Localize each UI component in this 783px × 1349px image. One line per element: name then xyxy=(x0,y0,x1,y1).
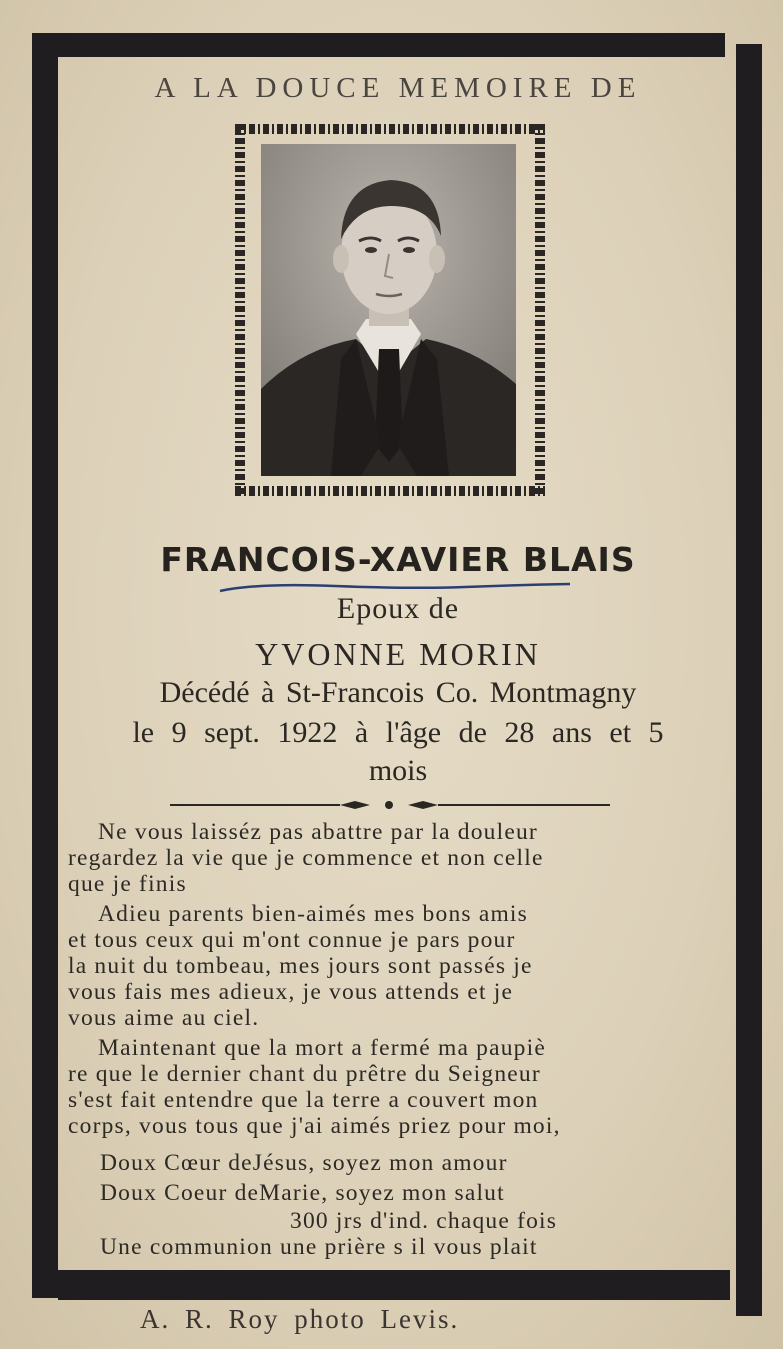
portrait-frame xyxy=(235,124,545,496)
verse-line-6: la nuit du tombeau, mes jours sont passés je xyxy=(68,953,533,979)
death-line-3: mois xyxy=(368,754,428,787)
verse-line-1: Ne vous laisséz pas abattre par la douleur xyxy=(98,819,538,845)
closing-line-4: Une communion une prière s il vous plait xyxy=(100,1234,538,1260)
verse-line-11: s'est fait entendre que la terre a couvert mon xyxy=(68,1087,539,1113)
closing-line-2: Doux Coeur deMarie, soyez mon salut xyxy=(100,1180,505,1206)
deceased-name: FRANCOIS-XAVIER BLAIS xyxy=(160,540,636,579)
portrait-figure xyxy=(261,144,516,476)
death-line-2: le 9 sept. 1922 à l'âge de 28 ans et 5 xyxy=(132,716,664,749)
mourning-border-bottom xyxy=(58,1270,730,1300)
closing-line-1: Doux Cœur deJésus, soyez mon amour xyxy=(100,1150,508,1176)
verse-line-9: Maintenant que la mort a fermé ma paupiè xyxy=(98,1035,546,1061)
frame-border-top xyxy=(235,124,545,134)
mourning-border-top xyxy=(58,33,725,57)
frame-border-left xyxy=(235,124,245,496)
verse-line-7: vous fais mes adieux, je vous attends et je xyxy=(68,979,514,1005)
frame-border-bottom xyxy=(235,486,545,496)
death-line-1: Décédé à St-Francois Co. Montmagny xyxy=(159,676,637,709)
spouse-name: YVONNE MORIN xyxy=(255,636,541,672)
spouse-prefix: Epoux de xyxy=(336,592,460,625)
frame-border-right xyxy=(535,124,545,496)
card-header: A LA DOUCE MEMOIRE DE xyxy=(154,72,642,104)
verse-line-4: Adieu parents bien-aimés mes bons amis xyxy=(98,901,528,927)
verse-line-5: et tous ceux qui m'ont connue je pars pour xyxy=(68,927,516,953)
mourning-border-right xyxy=(736,44,762,1316)
closing-line-3: 300 jrs d'ind. chaque fois xyxy=(290,1208,558,1234)
verse-line-3: que je finis xyxy=(68,871,187,897)
ornamental-divider xyxy=(170,795,610,815)
verse-line-12: corps, vous tous que j'ai aimés priez pour moi, xyxy=(68,1113,561,1139)
portrait-photo xyxy=(261,144,516,476)
photographer-credit: A. R. Roy photo Levis. xyxy=(140,1304,460,1334)
verse-line-2: regardez la vie que je commence et non celle xyxy=(68,845,544,871)
verse-line-10: re que le dernier chant du prêtre du Seigneur xyxy=(68,1061,541,1087)
verse-line-8: vous aime au ciel. xyxy=(68,1005,260,1031)
mourning-border-left xyxy=(32,33,58,1298)
